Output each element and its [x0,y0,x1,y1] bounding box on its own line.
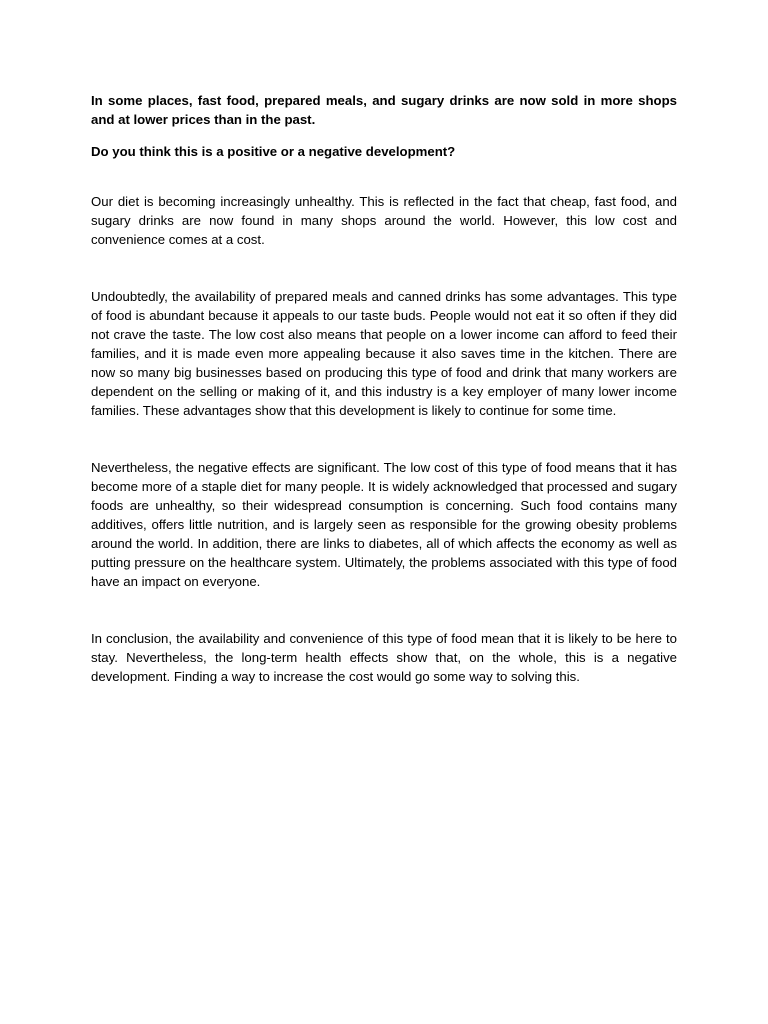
paragraph-disadvantages: Nevertheless, the negative effects are significant. The low cost of this type of food means that it has become more of a staple diet for many people. It is widely acknowledged that processed and sugary foods are unhealthy, so their widespread consumption is concerning. Such food contains many additives, offers little nutrition, and is largely seen as responsible for the growing obesity problems around the world. In addition, there are links to diabetes, all of which affects the economy as well as putting pressure on the healthcare system. Ultimately, the problems associated with this type of food have an impact on everyone. [91,460,677,589]
essay-prompt: In some places, fast food, prepared meals, and sugary drinks are now sold in more shops and at lower prices than in the past. [91,93,677,127]
paragraph-conclusion: In conclusion, the availability and convenience of this type of food mean that it is likely to be here to stay. Nevertheless, the long-term health effects show that, on the whole, this is a negative development. Finding a way to increase the cost would go some way to solving this. [91,631,677,684]
document-page [91,91,677,686]
paragraph-introduction: Our diet is becoming increasingly unhealthy. This is reflected in the fact that cheap, fast food, and sugary drinks are now found in many shops around the world. However, this low cost and convenience comes at a cost. [91,194,677,247]
paragraph-advantages: Undoubtedly, the availability of prepared meals and canned drinks has some advantages. This type of food is abundant because it appeals to our taste buds. People would not eat it so often if they did not crave the taste. The low cost also means that people on a lower income can afford to feed their families, and it is made even more appealing because it also saves time in the kitchen. There are now so many big businesses based on producing this type of food and drink that many workers are dependent on the selling or making of it, and this industry is a key employer of many lower income families. These advantages show that this development is likely to continue for some time. [91,289,677,418]
essay-question: Do you think this is a positive or a negative development? [91,144,456,159]
